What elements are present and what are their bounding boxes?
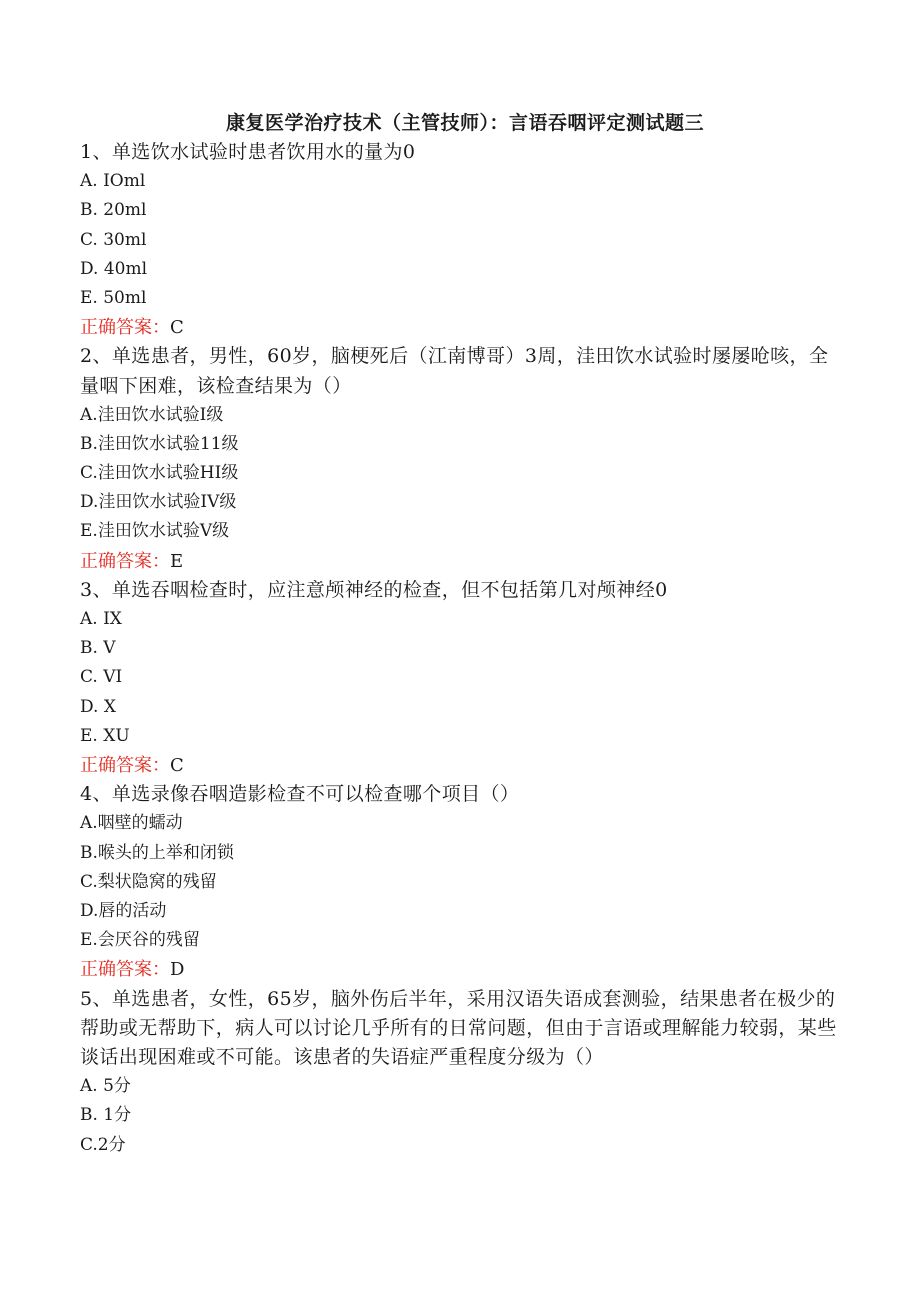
option-a: A. 5分 — [80, 1076, 131, 1097]
answer-label: 正确答案： — [80, 959, 170, 981]
option-d: D.洼田饮水试验IV级 — [80, 492, 237, 513]
question-stem: 4、单选录像吞咽造影检查不可以检查哪个项目（） — [80, 783, 520, 806]
question-5 — [80, 985, 840, 1160]
correct-answer — [80, 955, 840, 984]
option-d: D. X — [80, 696, 116, 717]
option-e: E. 50ml — [80, 287, 147, 308]
option-b: B.喉头的上举和闭锁 — [80, 842, 234, 863]
option-e: E. XU — [80, 725, 130, 746]
document-page — [80, 108, 840, 1160]
answer-value: E — [170, 550, 184, 572]
option-c: C.2分 — [80, 1134, 126, 1155]
answer-value: C — [170, 755, 184, 776]
option-c: C.洼田饮水试验HI级 — [80, 463, 239, 484]
question-stem: 1、单选饮水试验时患者饮用水的量为0 — [80, 141, 416, 163]
correct-answer — [80, 313, 840, 342]
answer-value: C — [170, 317, 184, 339]
option-a: A. IX — [80, 609, 122, 630]
question-stem: 2、单选患者，男性，60岁，脑梗死后（江南博哥）3周，洼田饮水试验时屡屡呛咳，全量咽下困难，该检查结果为（） — [80, 345, 829, 397]
question-stem: 5、单选患者，女性，65岁，脑外伤后半年，采用汉语失语成套测验，结果患者在极少的帮助或无帮助下，病人可以讨论几乎所有的日常问题，但由于言语或理解能力较弱，某些谈话出现困难或不可能。该患者的失语症严重程度分级为（） — [80, 987, 837, 1068]
option-d: D.唇的活动 — [80, 900, 167, 921]
answer-label: 正确答案： — [80, 550, 170, 572]
answer-label: 正确答案： — [80, 755, 170, 776]
question-2 — [80, 342, 840, 576]
question-3 — [80, 576, 840, 780]
question-stem: 3、单选吞咽检查时，应注意颅神经的检查，但不包括第几对颅神经0 — [80, 578, 668, 601]
option-b: B. V — [80, 638, 116, 659]
option-b: B. 20ml — [80, 200, 147, 221]
document-title: 康复医学治疗技术（主管技师）：言语吞咽评定测试题三 — [225, 112, 704, 134]
option-c: C. VI — [80, 667, 123, 688]
answer-value: D — [170, 959, 185, 981]
correct-answer — [80, 751, 840, 780]
option-c: C.梨状隐窝的残留 — [80, 871, 217, 892]
option-d: D. 40ml — [80, 258, 148, 279]
question-1 — [80, 138, 840, 342]
option-b: B. 1分 — [80, 1105, 132, 1126]
option-e: E.会厌谷的残留 — [80, 930, 200, 951]
correct-answer — [80, 547, 840, 576]
question-4 — [80, 780, 840, 984]
option-e: E.洼田饮水试验V级 — [80, 521, 230, 542]
answer-label: 正确答案： — [80, 317, 170, 339]
option-a: A. IOml — [80, 171, 146, 192]
option-c: C. 30ml — [80, 229, 147, 250]
option-a: A.咽壁的蠕动 — [80, 813, 183, 834]
option-a: A.洼田饮水试验I级 — [80, 404, 224, 425]
option-b: B.洼田饮水试验11级 — [80, 433, 239, 454]
